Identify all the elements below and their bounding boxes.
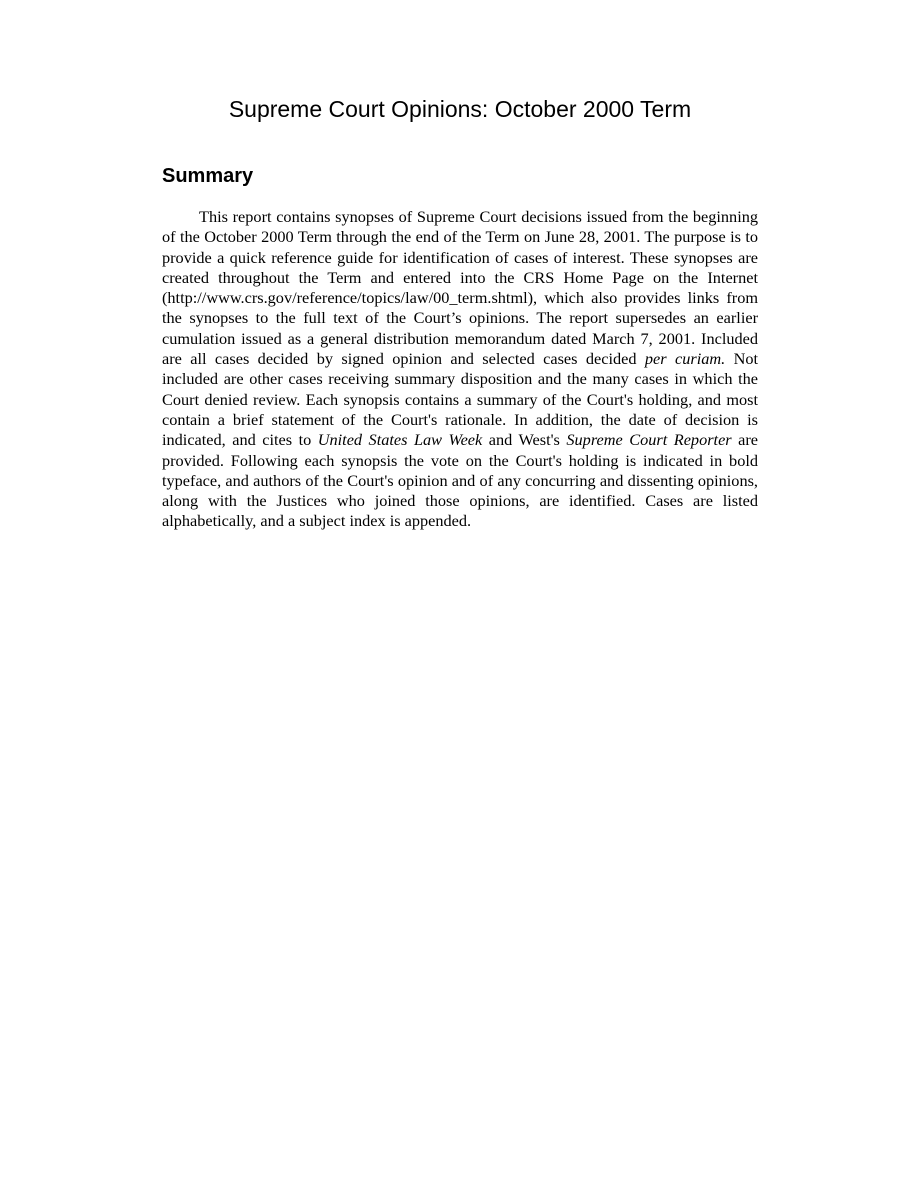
italic-per-curiam: per curiam. (644, 349, 726, 369)
paragraph-text: Not included are other cases receiving summary disposition and the many cases in which the Court denied review. Each synopsis contains a summary of the Court's holding, and most contain a brief statement of the Court's rationale. In addition, the date of decision is indicated, and cites to (162, 349, 759, 450)
paragraph-text: and West's (482, 430, 567, 450)
italic-court-reporter: Supreme Court Reporter (566, 430, 732, 450)
summary-paragraph (162, 207, 758, 532)
paragraph-text: This report contains synopses of Supreme Court decisions issued from the beginning of the October 2000 Term through the end of the Term on June 28, 2001. The purpose is to provide a quick reference guide for identification of cases of interest. These synopses are created throughout the Term and entered into the CRS Home Page on the Internet (http://www.crs.gov/reference/topics/law/00_term.shtml), which also provides links from the synopses to the full text of the Court’s opinions. The report supersedes an earlier cumulation issued as a general distribution memorandum dated March 7, 2001. Included are all cases decided by signed opinion and selected cases decided (162, 207, 758, 369)
document-title: Supreme Court Opinions: October 2000 Term (228, 96, 692, 122)
italic-law-week: United States Law Week (317, 430, 483, 450)
paragraph-text: are provided. Following each synopsis the vote on the Court's holding is indicated in bold typeface, and authors of the Court's opinion and of any concurring and dissenting opinions, along with the Justices who joined those opinions, are identified. Cases are listed alphabetically, and a subject index is appended. (162, 430, 759, 531)
section-heading-summary: Summary (162, 165, 254, 187)
